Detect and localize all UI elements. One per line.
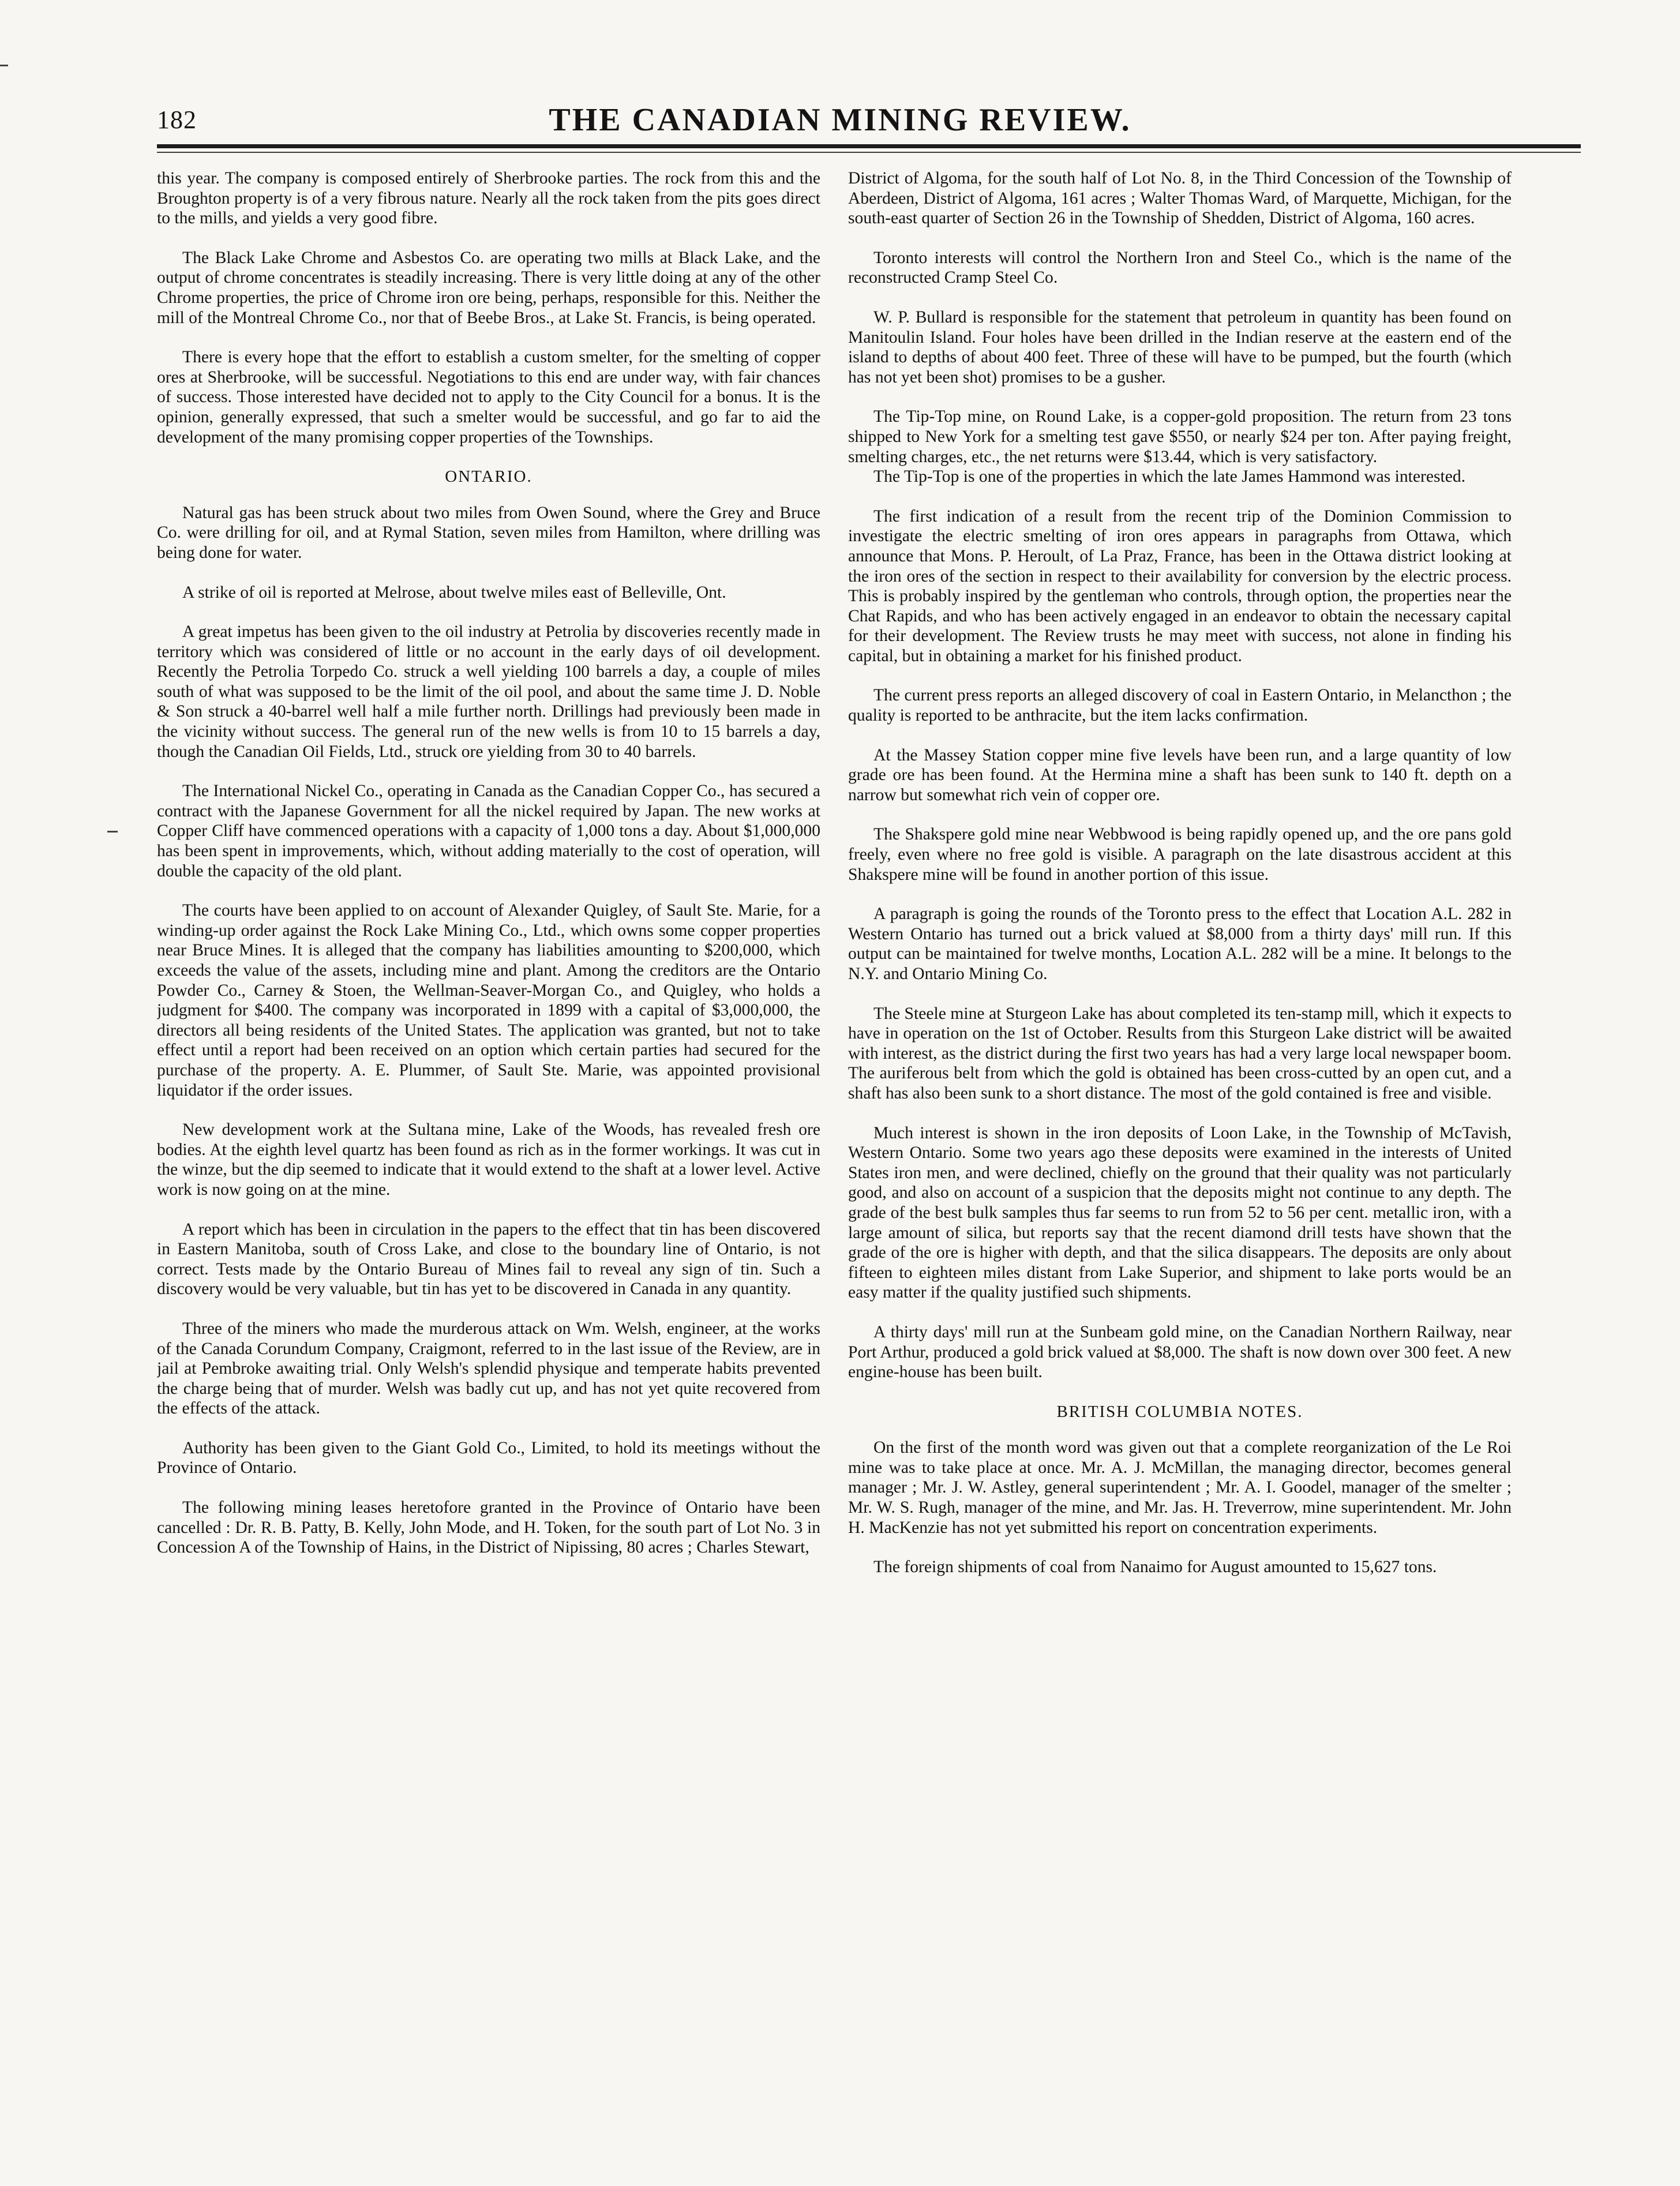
header-rule-thick	[157, 144, 1581, 148]
corner-mark	[0, 65, 8, 66]
margin-mark	[107, 831, 118, 833]
paragraph: The foreign shipments of coal from Nanaimo for August amounted to 15,627 tons.	[873, 1558, 1437, 1577]
paragraph: The Tip-Top is one of the properties in which the late James Hammond was interested.	[873, 467, 1466, 486]
paragraph: On the first of the month word was given out that a complete reorganization of the Le Roi mine was to take place at once. Mr. A. J. McMillan, the managing director, becomes general manager ; Mr. J. W. Astley, general superintendent ; Mr. A. I. Goodel, manager of the smelter ; Mr. W. S. Rugh, manager of the mine, and Mr. Jas. H. Treverrow, mine superintendent. Mr. John H. MacKenzie has not yet submitted his report on concentration experiments.	[848, 1438, 1512, 1537]
right-column	[848, 168, 1512, 2147]
paragraph: Three of the miners who made the murderous attack on Wm. Welsh, engineer, at the works of the Canada Corundum Company, Craigmont, referred to in the last issue of the Review, are in jail at Pembroke awaiting trial. Only Welsh's splendid physique and temperate habits prevented the charge being that of murder. Welsh was badly cut up, and has not yet quite recovered from the effects of the attack.	[157, 1319, 820, 1418]
paragraph: The Steele mine at Sturgeon Lake has about completed its ten-stamp mill, which it expects to have in operation on the 1st of October. Results from this Sturgeon Lake district will be awaited with interest, as the district during the first two years has had a very large local newspaper boom. The auriferous belt from which the gold is obtained has been cross-cutted by an open cut, and a shaft has also been sunk to a short distance. The most of the gold contained is free and visible.	[848, 1004, 1512, 1103]
paragraph: The current press reports an alleged discovery of coal in Eastern Ontario, in Melancthon ; the quality is reported to be anthracite, but the item lacks confirmation.	[848, 686, 1512, 725]
section-heading-ontario: ONTARIO.	[445, 467, 532, 486]
paragraph: The Tip-Top mine, on Round Lake, is a copper-gold proposition. The return from 23 tons shipped to New York for a smelting test gave $550, or nearly $24 per ton. After paying freight, smelting charges, etc., the net returns were $13.44, which is very satisfactory.	[848, 407, 1512, 466]
header-rule-thin	[157, 152, 1581, 153]
paragraph: The first indication of a result from the recent trip of the Dominion Commission to investigate the electric smelting of iron ores appears in paragraphs from Ottawa, which announce that Mons. P. Heroult, of La Praz, France, has been in the Ottawa district looking at the iron ores of the section in respect to their availability for conversion by the electric process. This is probably inspired by the gentleman who controls, through option, the properties near the Chat Rapids, and who has been actively engaged in an endeavor to obtain the necessary capital for their development. The Review trusts he may meet with success, not alone in finding his capital, but in obtaining a market for his finished product.	[848, 507, 1512, 665]
paragraph: Toronto interests will control the Northern Iron and Steel Co., which is the name of the reconstructed Cramp Steel Co.	[848, 248, 1512, 287]
paragraph: this year. The company is composed entirely of Sherbrooke parties. The rock from this and the Broughton property is of a very fibrous nature. Nearly all the rock taken from the pits goes direct to the mills, and yields a very good fibre.	[157, 169, 820, 228]
paragraph: A report which has been in circulation in the papers to the effect that tin has been discovered in Eastern Manitoba, south of Cross Lake, and close to the boundary line of Ontario, is not correct. Tests made by the Ontario Bureau of Mines fail to reveal any sign of tin. Such a discovery would be very valuable, but tin has yet to be discovered in Canada in any quantity.	[157, 1220, 820, 1299]
paragraph: New development work at the Sultana mine, Lake of the Woods, has revealed fresh ore bodies. At the eighth level quartz has been found as rich as in the former workings. It was cut in the winze, but the dip seemed to indicate that it would extend to the shaft at a lower level. Active work is now going on at the mine.	[157, 1120, 820, 1199]
paragraph: At the Massey Station copper mine five levels have been run, and a large quantity of low grade ore has been found. At the Hermina mine a shaft has been sunk to 140 ft. depth on a narrow but somewhat rich vein of copper ore.	[848, 745, 1512, 804]
paragraph: The International Nickel Co., operating in Canada as the Canadian Copper Co., has secured a contract with the Japanese Government for all the nickel required by Japan. The new works at Copper Cliff have commenced operations with a capacity of 1,000 tons a day. About $1,000,000 has been spent in improvements, which, without adding materially to the cost of operation, will double the capacity of the old plant.	[157, 782, 820, 880]
paragraph: There is every hope that the effort to establish a custom smelter, for the smelting of copper ores at Sherbrooke, will be successful. Negotiations to this end are under way, with fair chances of success. Those interested have decided not to apply to the City Council for a bonus. It is the opinion, generally expressed, that such a smelter would be successful, and go far to aid the development of the many promising copper properties of the Townships.	[157, 348, 820, 447]
page-number: 182	[157, 106, 197, 134]
paragraph: Much interest is shown in the iron deposits of Loon Lake, in the Township of McTavish, Western Ontario. Some two years ago these deposits were examined in the interests of United States iron men, and were declined, chiefly on the ground that their quality was not particularly good, and also on account of a suspicion that the deposits might not continue to any depth. The grade of the best bulk samples thus far seems to run from 52 to 56 per cent. metallic iron, with a large amount of silica, but reports say that the recent diamond drill tests have shown that the grade of the ore is higher with depth, and that the silica disappears. The deposits are only about fifteen to eighteen miles distant from Lake Superior, and shipment to lake ports would be an easy matter if the quality justified such shipments.	[848, 1123, 1512, 1302]
paragraph: The following mining leases heretofore granted in the Province of Ontario have been cancelled : Dr. R. B. Patty, B. Kelly, John Mode, and H. Token, for the south part of Lot No. 3 in Concession A of the Township of Hains, in the District of Nipissing, 80 acres ; Charles Stewart,	[157, 1498, 820, 1557]
paragraph: A strike of oil is reported at Melrose, about twelve miles east of Belleville, Ont.	[182, 583, 726, 602]
paragraph: The courts have been applied to on account of Alexander Quigley, of Sault Ste. Marie, for a winding-up order against the Rock Lake Mining Co., Ltd., which owns some copper properties near Bruce Mines. It is alleged that the company has liabilities amounting to $200,000, which exceeds the value of the assets, including mine and plant. Among the creditors are the Ontario Powder Co., Carney & Stoen, the Wellman-Seaver-Morgan Co., and Quigley, who holds a judgment for $400. The company was incorporated in 1899 with a capital of $3,000,000, the directors all being residents of the United States. The application was granted, but not to take effect until a report had been received on an option which certain parties had secured for the purchase of the property. A. E. Plummer, of Sault Ste. Marie, was appointed provisional liquidator if the order issues.	[157, 901, 820, 1100]
paragraph: A paragraph is going the rounds of the Toronto press to the effect that Location A.L. 282 in Western Ontario has turned out a brick valued at $8,000 from a thirty days' mill run. If this output can be maintained for twelve months, Location A.L. 282 will be a mine. It belongs to the N.Y. and Ontario Mining Co.	[848, 905, 1512, 983]
paragraph: A thirty days' mill run at the Sunbeam gold mine, on the Canadian Northern Railway, near Port Arthur, produced a gold brick valued at $8,000. The shaft is now down over 300 feet. A new engine-house has been built.	[848, 1322, 1512, 1382]
paragraph: The Black Lake Chrome and Asbestos Co. are operating two mills at Black Lake, and the output of chrome concentrates is steadily increasing. There is very little doing at any of the other Chrome properties, the price of Chrome iron ore being, perhaps, responsible for this. Neither the mill of the Montreal Chrome Co., nor that of Beebe Bros., at Lake St. Francis, is being operated.	[157, 248, 820, 327]
paragraph: Authority has been given to the Giant Gold Co., Limited, to hold its meetings without the Province of Ontario.	[157, 1438, 820, 1478]
paragraph: Natural gas has been struck about two miles from Owen Sound, where the Grey and Bruce Co. were drilling for oil, and at Rymal Station, seven miles from Hamilton, where drilling was being done for water.	[157, 503, 820, 562]
paragraph: District of Algoma, for the south half of Lot No. 8, in the Third Concession of the Township of Aberdeen, District of Algoma, 161 acres ; Walter Thomas Ward, of Marquette, Michigan, for the south-east quarter of Section 26 in the Township of Shedden, District of Algoma, 160 acres.	[848, 169, 1512, 228]
page-title: THE CANADIAN MINING REVIEW.	[549, 102, 1131, 138]
paragraph: A great impetus has been given to the oil industry at Petrolia by discoveries recently made in territory which was considered of little or no account in the early days of oil development. Recently the Petrolia Torpedo Co. struck a well yielding 100 barrels a day, a couple of miles south of what was supposed to be the limit of the oil pool, and about the same time J. D. Noble & Son struck a 40-barrel well half a mile further north. Drillings had previously been made in the vicinity without success. The general run of the new wells is from 10 to 15 barrels a day, though the Canadian Oil Fields, Ltd., struck ore yielding from 30 to 40 barrels.	[157, 623, 820, 761]
left-column	[157, 168, 820, 2147]
paragraph: W. P. Bullard is responsible for the statement that petroleum in quantity has been found on Manitoulin Island. Four holes have been drilled in the Indian reserve at the eastern end of the island to depths of about 400 feet. Three of these will have to be pumped, but the fourth (which has not yet been shot) promises to be a gusher.	[848, 308, 1512, 387]
paragraph: The Shakspere gold mine near Webbwood is being rapidly opened up, and the ore pans gold freely, even where no free gold is visible. A paragraph on the late disastrous accident at this Shakspere mine will be found in another portion of this issue.	[848, 825, 1512, 884]
section-heading-british-columbia: BRITISH COLUMBIA NOTES.	[1056, 1402, 1303, 1421]
